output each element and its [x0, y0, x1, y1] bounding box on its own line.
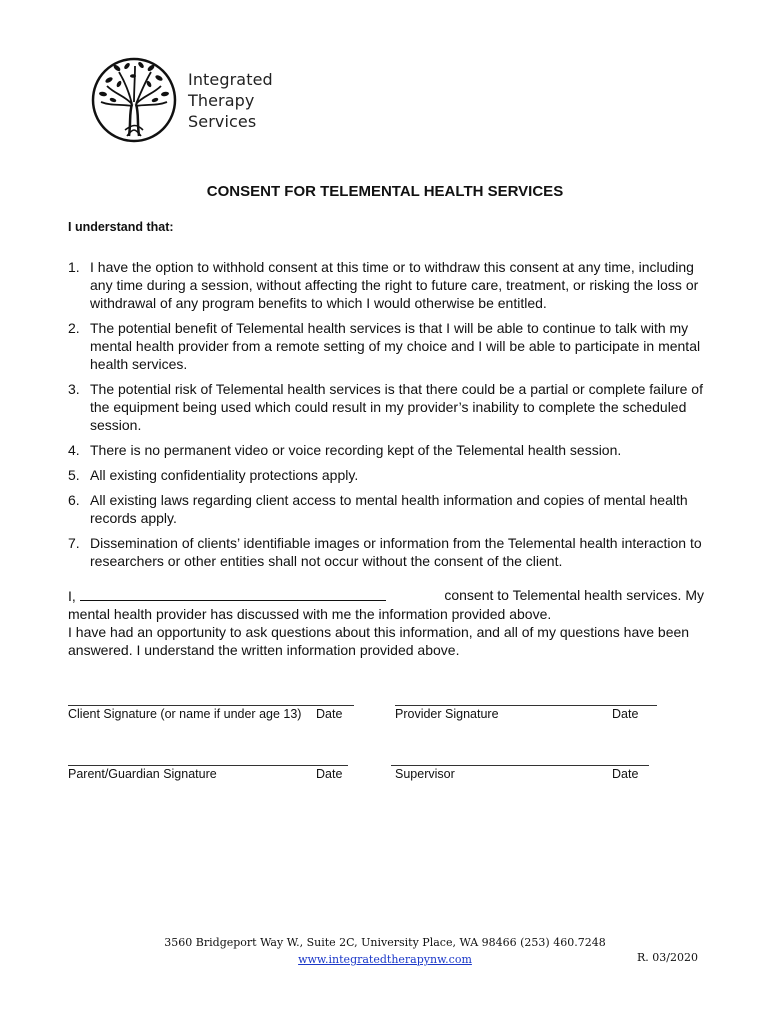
list-item-text: The potential risk of Telemental health services is that there could be a partial or complete failure of the equipment being used which could result in my provider’s inability to complete the scheduled session.	[90, 381, 703, 433]
footer-address: 3560 Bridgeport Way W., Suite 2C, University Place, WA 98466 (253) 460.7248	[164, 936, 606, 949]
provider-signature-field[interactable]	[395, 705, 657, 706]
provider-signature-label: Provider Signature	[395, 707, 499, 721]
supervisor-signature-field[interactable]	[391, 765, 649, 766]
list-item-number: 7.	[68, 535, 80, 551]
list-item-number: 6.	[68, 492, 80, 508]
list-item-text: All existing confidentiality protections apply.	[90, 467, 359, 483]
list-item	[68, 380, 708, 434]
logo-line-2: Therapy	[188, 91, 255, 110]
supervisor-date-label: Date	[612, 767, 639, 781]
consent-suffix: consent to Telemental health services. My	[444, 587, 704, 603]
logo-line-1: Integrated	[188, 70, 273, 89]
list-item-number: 5.	[68, 467, 80, 483]
list-item	[68, 534, 708, 570]
revision-label: R. 03/2020	[637, 951, 698, 964]
list-item-number: 2.	[68, 320, 80, 336]
guardian-signature-label: Parent/Guardian Signature	[68, 767, 217, 781]
list-item	[68, 441, 708, 459]
guardian-signature-field[interactable]	[68, 765, 348, 766]
list-item	[68, 258, 708, 312]
client-date-label: Date	[316, 707, 343, 721]
list-item-text: The potential benefit of Telemental health services is that I will be able to continue to talk with my mental health provider from a remote setting of my choice and I will be able to participate in mental health services.	[90, 320, 701, 372]
logo-wordmark	[188, 69, 273, 132]
guardian-date-label: Date	[316, 767, 343, 781]
consent-statement	[68, 586, 704, 659]
consent-line-2: mental health provider has discussed with me the information provided above.	[68, 606, 552, 622]
client-name-field[interactable]	[80, 586, 386, 601]
list-item-text: There is no permanent video or voice recording kept of the Telemental health session.	[90, 442, 622, 458]
provider-date-label: Date	[612, 707, 639, 721]
client-signature-label: Client Signature (or name if under age 13)	[68, 707, 302, 721]
tree-of-life-icon	[89, 56, 179, 144]
consent-line-3: I have had an opportunity to ask questions about this information, and all of my questions have been answered. I understand the written information provided above.	[68, 624, 690, 658]
supervisor-label: Supervisor	[395, 767, 455, 781]
list-item	[68, 466, 708, 484]
consent-terms-list	[68, 258, 708, 577]
website-link[interactable]: www.integratedtherapynw.com	[298, 953, 472, 966]
page-title: CONSENT FOR TELEMENTAL HEALTH SERVICES	[206, 183, 564, 200]
consent-prefix: I,	[68, 588, 76, 604]
list-item	[68, 319, 708, 373]
list-item	[68, 491, 708, 527]
logo-line-3: Services	[188, 112, 257, 131]
client-signature-field[interactable]	[68, 705, 354, 706]
list-item-number: 3.	[68, 381, 80, 397]
logo	[89, 56, 179, 144]
list-item-number: 4.	[68, 442, 80, 458]
list-item-text: All existing laws regarding client access to mental health information and copies of mental health records apply.	[90, 492, 688, 526]
list-item-number: 1.	[68, 259, 80, 275]
intro-label: I understand that:	[68, 220, 174, 234]
list-item-text: I have the option to withhold consent at this time or to withdraw this consent at any time, including any time during a session, without affecting the right to future care, treatment, or risking the loss or withdrawal of any program benefits to which I would otherwise be entitled.	[90, 259, 699, 311]
list-item-text: Dissemination of clients’ identifiable images or information from the Telemental health interaction to researchers or other entities shall not occur without the consent of the client.	[90, 535, 702, 569]
